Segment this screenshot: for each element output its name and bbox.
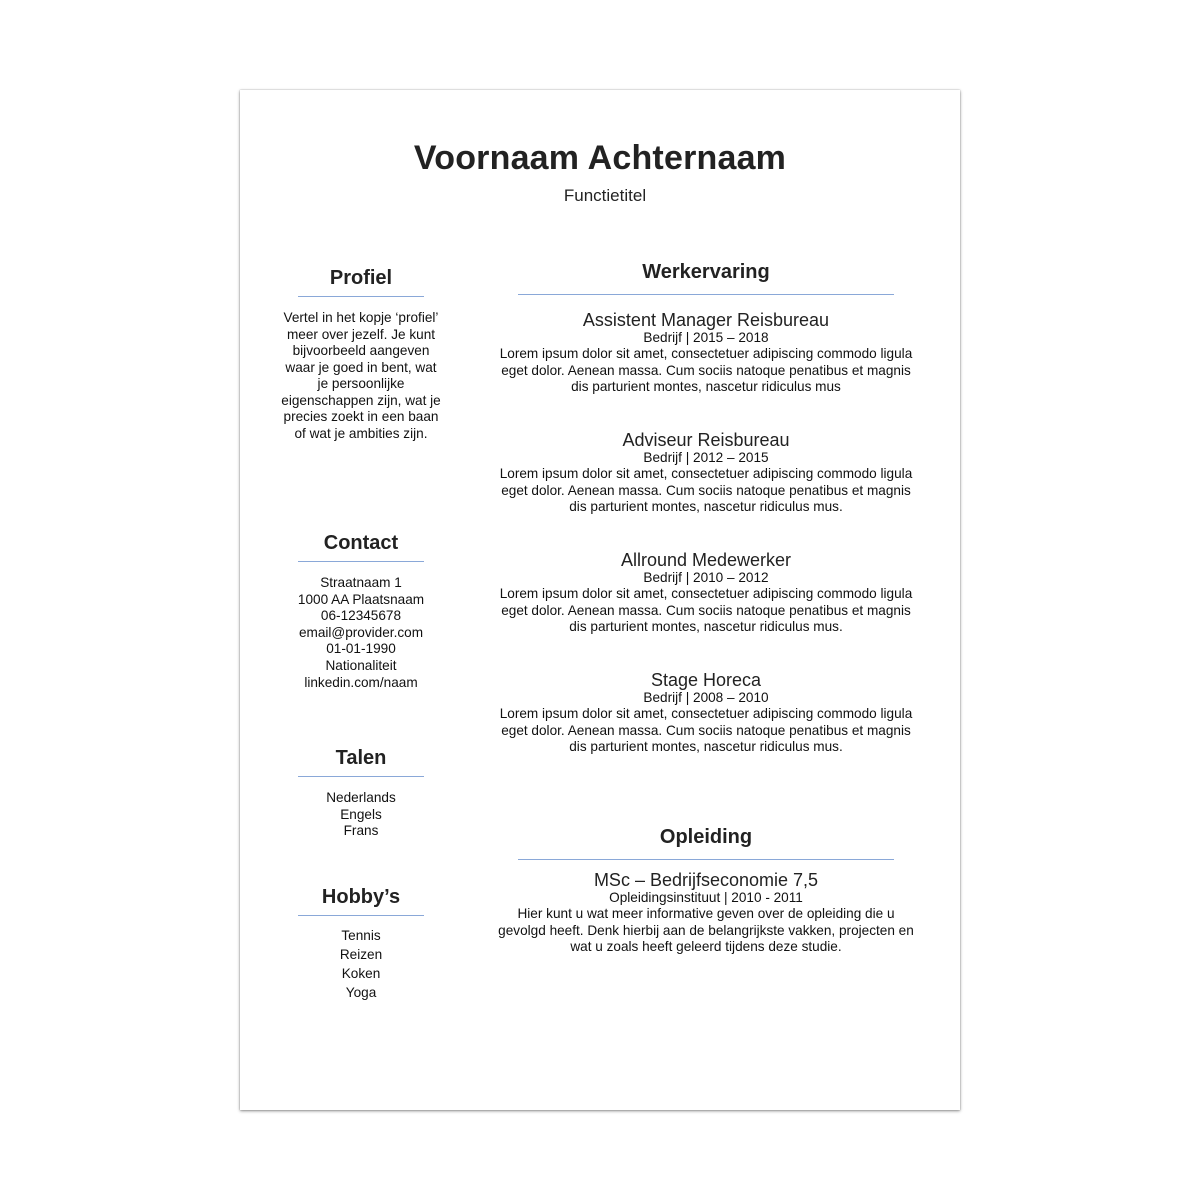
experience-job-meta: Bedrijf | 2010 – 2012 [643, 570, 769, 585]
experience-job-meta: Bedrijf | 2008 – 2010 [643, 690, 769, 705]
languages-heading: Talen [335, 747, 387, 769]
contact-heading: Contact [323, 532, 399, 554]
profile-heading: Profiel [329, 267, 393, 289]
contact-street: Straatnaam 1 [320, 575, 402, 590]
experience-item [490, 550, 922, 636]
education-meta: Opleidingsinstituut | 2010 - 2011 [609, 890, 803, 905]
experience-item [490, 310, 922, 396]
experience-job-meta: Bedrijf | 2015 – 2018 [643, 330, 769, 345]
contact-birthdate: 01-01-1990 [326, 641, 396, 657]
profile-divider [298, 296, 424, 297]
experience-section [490, 260, 922, 295]
list-item: Yoga [345, 985, 377, 1000]
list-item: Koken [341, 966, 381, 981]
profile-text: Vertel in het kopje ‘profiel’ meer over jezelf. Je kunt bijvoorbeeld aangeven waar je goed in bent, wat je persoonlijke eigenschappen zijn, wat je precies zoekt in een baan of wat je ambities zijn. [281, 310, 441, 441]
profile-section [280, 266, 442, 442]
full-name: Voornaam Achternaam [413, 139, 787, 177]
experience-job-desc: Lorem ipsum dolor sit amet, consectetuer adipiscing commodo ligula eget dolor. Aenean massa. Cum sociis natoque penatibus et magnis dis parturient montes, nascetur ridiculus mus. [499, 466, 913, 515]
experience-job-desc: Lorem ipsum dolor sit amet, consectetuer adipiscing commodo ligula eget dolor. Aenean massa. Cum sociis natoque penatibus et magnis dis parturient montes, nascetur ridiculus mus [499, 346, 913, 395]
contact-linkedin: linkedin.com/naam [304, 674, 418, 690]
hobbies-heading: Hobby’s [321, 886, 401, 908]
contact-nationality: Nationaliteit [325, 657, 397, 673]
experience-job-title: Allround Medewerker [620, 550, 792, 570]
education-section [490, 825, 922, 956]
education-desc: Hier kunt u wat meer informative geven over de opleiding die u gevolgd heeft. Denk hierbij aan de belangrijkste vakken, projecten en wat u zoals heeft geleerd tijdens deze studie. [498, 906, 914, 955]
experience-job-desc: Lorem ipsum dolor sit amet, consectetuer adipiscing commodo ligula eget dolor. Aenean massa. Cum sociis natoque penatibus et magnis dis parturient montes, nascetur ridiculus mus. [499, 706, 913, 755]
list-item: Engels [340, 806, 382, 822]
hobbies-list [280, 926, 442, 1002]
hobbies-divider [298, 915, 424, 916]
contact-section [280, 531, 442, 691]
list-item: Nederlands [326, 790, 396, 805]
experience-heading: Werkervaring [642, 261, 770, 283]
contact-list [280, 575, 442, 691]
contact-email: email@provider.com [298, 624, 424, 640]
contact-divider [298, 561, 424, 562]
languages-list [280, 790, 442, 840]
education-divider [518, 859, 894, 860]
experience-job-desc: Lorem ipsum dolor sit amet, consectetuer adipiscing commodo ligula eget dolor. Aenean massa. Cum sociis natoque penatibus et magnis dis parturient montes, nascetur ridiculus mus. [499, 586, 913, 635]
experience-job-title: Assistent Manager Reisbureau [582, 310, 830, 330]
experience-job-title: Adviseur Reisbureau [622, 430, 790, 450]
hobbies-section [280, 885, 442, 1002]
contact-phone: 06-12345678 [320, 608, 402, 624]
job-title: Functietitel [563, 186, 647, 205]
languages-divider [298, 776, 424, 777]
experience-item [490, 670, 922, 756]
experience-divider [518, 294, 894, 295]
cv-page [240, 90, 960, 1110]
education-item [490, 870, 922, 956]
list-item: Frans [343, 823, 379, 839]
list-item: Tennis [341, 928, 381, 943]
experience-item [490, 430, 922, 516]
list-item: Reizen [339, 947, 383, 962]
education-heading: Opleiding [659, 826, 753, 848]
contact-city: 1000 AA Plaatsnaam [297, 591, 425, 607]
education-degree: MSc – Bedrijfseconomie 7,5 [593, 870, 819, 890]
experience-job-title: Stage Horeca [650, 670, 762, 690]
experience-job-meta: Bedrijf | 2012 – 2015 [643, 450, 769, 465]
languages-section [280, 746, 442, 840]
